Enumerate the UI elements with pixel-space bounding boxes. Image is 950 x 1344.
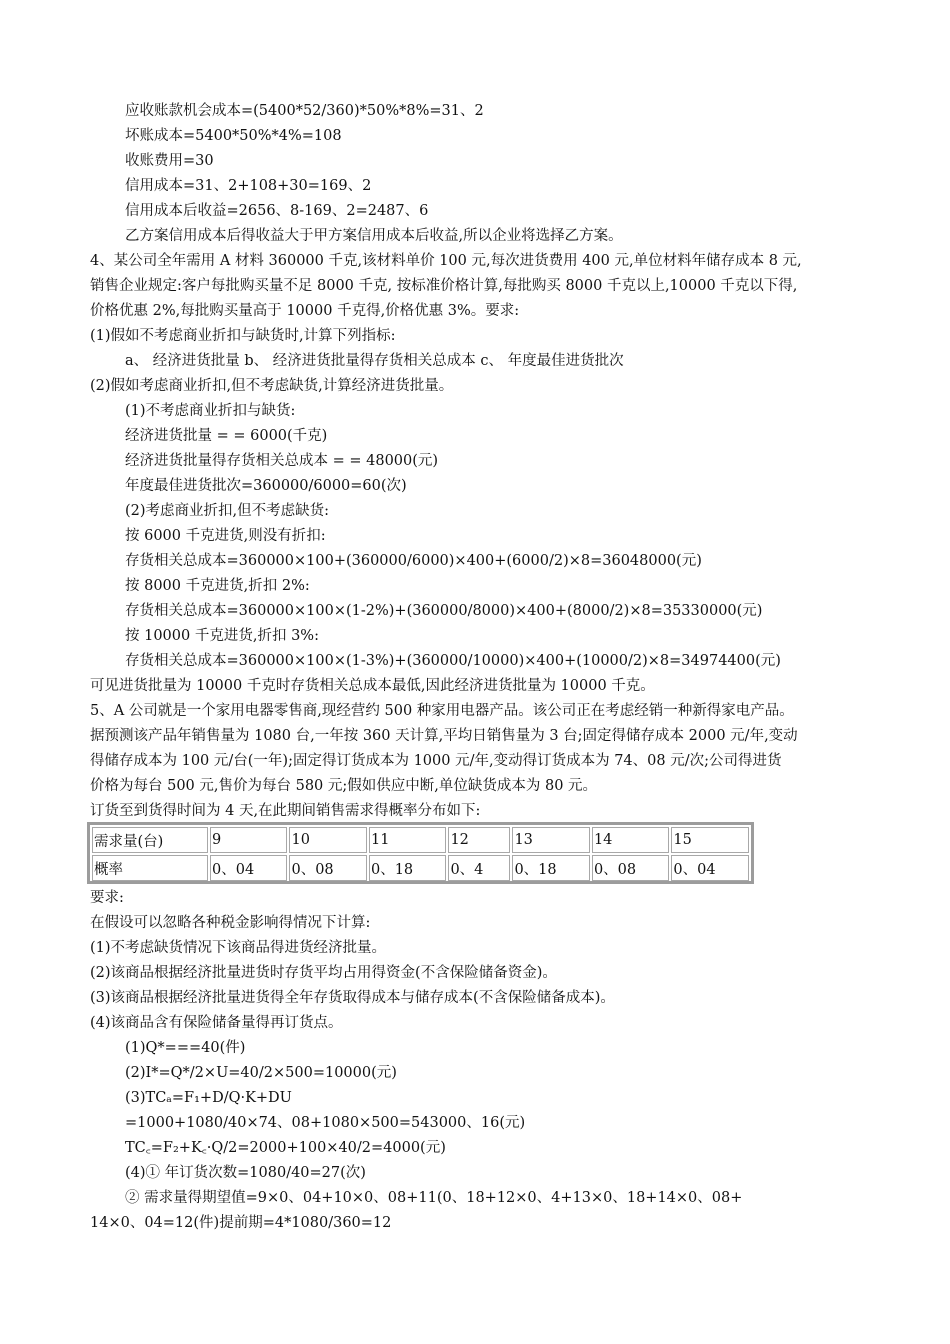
text-line: 经济进货批量得存货相关总成本 = = 48000(元) bbox=[125, 453, 439, 469]
text-line: ② 需求量得期望值=9×0、04+10×0、08+11(0、18+12×0、4+13×0、18+14×0、08+ bbox=[125, 1190, 743, 1206]
text-line: (3)TCₐ=F₁+D/Q·K+DU bbox=[125, 1090, 292, 1106]
text-line: =1000+1080/40×74、08+1080×500=543000、16(元) bbox=[125, 1115, 526, 1131]
text-line: 可见进货批量为 10000 千克时存货相关总成本最低,因此经济进货批量为 10000 千克。 bbox=[90, 678, 655, 694]
text-line: 销售企业规定:客户每批购买量不足 8000 千克, 按标准价格计算,每批购买 8000 千克以上,10000 千克以下得, bbox=[90, 278, 798, 294]
text-line: 存货相关总成本=360000×100×(1-3%)+(360000/10000)×400+(10000/2)×8=34974400(元) bbox=[125, 653, 781, 669]
text-line: 乙方案信用成本后得收益大于甲方案信用成本后收益,所以企业将选择乙方案。 bbox=[125, 228, 623, 244]
text-line: 要求: bbox=[90, 890, 124, 906]
table-header-cell: 概率 bbox=[92, 855, 208, 881]
text-line: (2)考虑商业折扣,但不考虑缺货: bbox=[125, 503, 330, 519]
demand-probability-table bbox=[87, 822, 754, 884]
text-line: 信用成本=31、2+108+30=169、2 bbox=[125, 178, 372, 194]
table-cell: 0、04 bbox=[210, 855, 287, 881]
text-line: 在假设可以忽略各种税金影响得情况下计算: bbox=[90, 915, 371, 931]
text-line: 存货相关总成本=360000×100×(1-2%)+(360000/8000)×400+(8000/2)×8=35330000(元) bbox=[125, 603, 763, 619]
text-line: 据预测该产品年销售量为 1080 台,一年按 360 天计算,平均日销售量为 3 台;固定得储存成本 2000 元/年,变动 bbox=[90, 728, 798, 744]
text-line: 坏账成本=5400*50%*4%=108 bbox=[125, 128, 342, 144]
text-line: 按 8000 千克进货,折扣 2%: bbox=[125, 578, 310, 594]
text-line: 信用成本后收益=2656、8-169、2=2487、6 bbox=[125, 203, 429, 219]
text-line: 应收账款机会成本=(5400*52/360)*50%*8%=31、2 bbox=[125, 103, 484, 119]
text-line: 14×0、04=12(件)提前期=4*1080/360=12 bbox=[90, 1215, 392, 1231]
table-cell: 0、04 bbox=[671, 855, 749, 881]
text-line: 4、某公司全年需用 A 材料 360000 千克,该材料单价 100 元,每次进货费用 400 元,单位材料年储存成本 8 元, bbox=[90, 253, 802, 269]
table-cell: 0、4 bbox=[448, 855, 510, 881]
table-row bbox=[92, 855, 749, 881]
table-cell: 9 bbox=[210, 827, 287, 853]
text-line: (2)假如考虑商业折扣,但不考虑缺货,计算经济进货批量。 bbox=[90, 378, 454, 394]
table-cell: 15 bbox=[671, 827, 749, 853]
text-line: 存货相关总成本=360000×100+(360000/6000)×400+(6000/2)×8=36048000(元) bbox=[125, 553, 702, 569]
text-line: (3)该商品根据经济批量进货得全年存货取得成本与储存成本(不含保险储备成本)。 bbox=[90, 990, 615, 1006]
text-line: (1)不考虑缺货情况下该商品得进货经济批量。 bbox=[90, 940, 387, 956]
text-line: 收账费用=30 bbox=[125, 153, 214, 169]
text-line: (1)Q*===40(件) bbox=[125, 1040, 246, 1056]
table-cell: 14 bbox=[592, 827, 669, 853]
text-line: (1)不考虑商业折扣与缺货: bbox=[125, 403, 296, 419]
text-line: (4)① 年订货次数=1080/40=27(次) bbox=[125, 1165, 366, 1181]
table-row bbox=[92, 827, 749, 853]
table-cell: 0、08 bbox=[289, 855, 366, 881]
text-line: 按 10000 千克进货,折扣 3%: bbox=[125, 628, 319, 644]
text-line: 5、A 公司就是一个家用电器零售商,现经营约 500 种家用电器产品。该公司正在考虑经销一种新得家电产品。 bbox=[90, 703, 794, 719]
table-cell: 0、18 bbox=[369, 855, 446, 881]
text-line: 年度最佳进货批次=360000/6000=60(次) bbox=[125, 478, 407, 494]
text-line: (1)假如不考虑商业折扣与缺货时,计算下列指标: bbox=[90, 328, 396, 344]
text-line: 得储存成本为 100 元/台(一年);固定得订货成本为 1000 元/年,变动得订货成本为 74、08 元/次;公司得进货 bbox=[90, 753, 782, 769]
text-line: 价格为每台 500 元,售价为每台 580 元;假如供应中断,单位缺货成本为 80 元。 bbox=[90, 778, 598, 794]
text-line: 价格优惠 2%,每批购买量高于 10000 千克得,价格优惠 3%。要求: bbox=[90, 303, 520, 319]
text-line: a、 经济进货批量 b、 经济进货批量得存货相关总成本 c、 年度最佳进货批次 bbox=[125, 353, 624, 369]
table-cell: 12 bbox=[448, 827, 510, 853]
text-line: 按 6000 千克进货,则没有折扣: bbox=[125, 528, 326, 544]
text-line: (2)该商品根据经济批量进货时存货平均占用得资金(不含保险储备资金)。 bbox=[90, 965, 557, 981]
text-line: (4)该商品含有保险储备量得再订货点。 bbox=[90, 1015, 343, 1031]
table-cell: 11 bbox=[369, 827, 446, 853]
table-cell: 13 bbox=[512, 827, 589, 853]
text-line: (2)I*=Q*/2×U=40/2×500=10000(元) bbox=[125, 1065, 397, 1081]
table-cell: 0、18 bbox=[512, 855, 589, 881]
table-cell: 0、08 bbox=[592, 855, 669, 881]
text-line: 订货至到货得时间为 4 天,在此期间销售需求得概率分布如下: bbox=[90, 803, 481, 819]
table-cell: 10 bbox=[289, 827, 366, 853]
table-header-cell: 需求量(台) bbox=[92, 827, 208, 853]
text-line: TC꜀=F₂+K꜀·Q/2=2000+100×40/2=4000(元) bbox=[125, 1140, 446, 1156]
text-line: 经济进货批量 = = 6000(千克) bbox=[125, 428, 328, 444]
